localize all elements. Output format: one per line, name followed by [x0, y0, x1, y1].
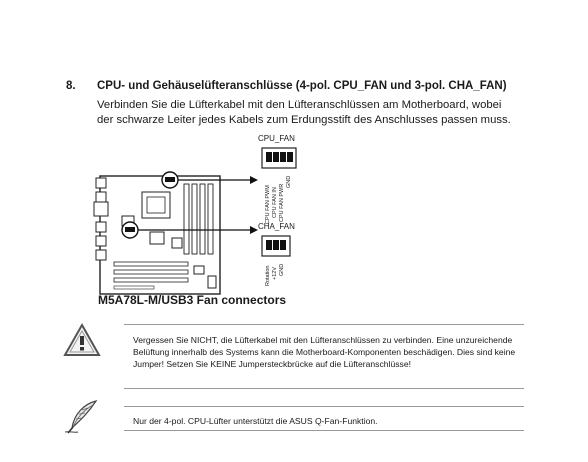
cha-fan-pin-label: Rotation — [265, 265, 271, 286]
step-body: Verbinden Sie die Lüfterkabel mit den Lüfteranschlüssen am Motherboard, wobei der schwarze Leiter jedes Kabels zum Erdungsstift des Anschlusses passen muss. — [97, 99, 511, 126]
warning-top-divider — [124, 324, 524, 325]
step-number: 8. — [66, 80, 76, 92]
step-heading: CPU- und Gehäuselüfteranschlüsse (4-pol. CPU_FAN und 3-pol. CHA_FAN) — [97, 80, 507, 92]
info-bottom-divider — [124, 430, 524, 431]
info-text: Nur der 4-pol. CPU-Lüfter unterstützt die ASUS Q-Fan-Funktion. — [133, 416, 378, 426]
cha-fan-pin-label: +12V — [272, 267, 278, 280]
cpu-fan-label: CPU_FAN — [258, 134, 295, 143]
cpu-fan-pin-label: CPU FAN PWM — [265, 185, 271, 224]
warning-triangle-icon — [62, 322, 102, 358]
fan-connector-diagram — [90, 126, 350, 306]
cha-fan-pin-label: GND — [279, 263, 285, 276]
warning-text: Vergessen Sie NICHT, die Lüfterkabel mit den Lüfteranschlüssen zu verbinden. Eine unzureichende Belüftung innerhalb des Systems kann die Motherboard-Komponenten beschädigen. Dies sind keine Jumper! Setzen Sie KEINE Jumpersteckbrücke auf die Lüfteranschlüsse! — [133, 335, 516, 369]
cpu-fan-pin-label: GND — [286, 175, 292, 188]
cha-fan-label: CHA_FAN — [258, 222, 295, 231]
diagram-caption: M5A78L-M/USB3 Fan connectors — [98, 293, 287, 307]
info-top-divider — [124, 406, 524, 407]
cpu-fan-pin-label: CPU FAN PWR — [279, 183, 285, 222]
warning-bottom-divider — [124, 388, 524, 389]
motherboard-illustration — [90, 126, 350, 306]
cpu-fan-pin-label: CPU FAN IN — [272, 187, 278, 218]
feather-quill-icon — [62, 398, 102, 436]
